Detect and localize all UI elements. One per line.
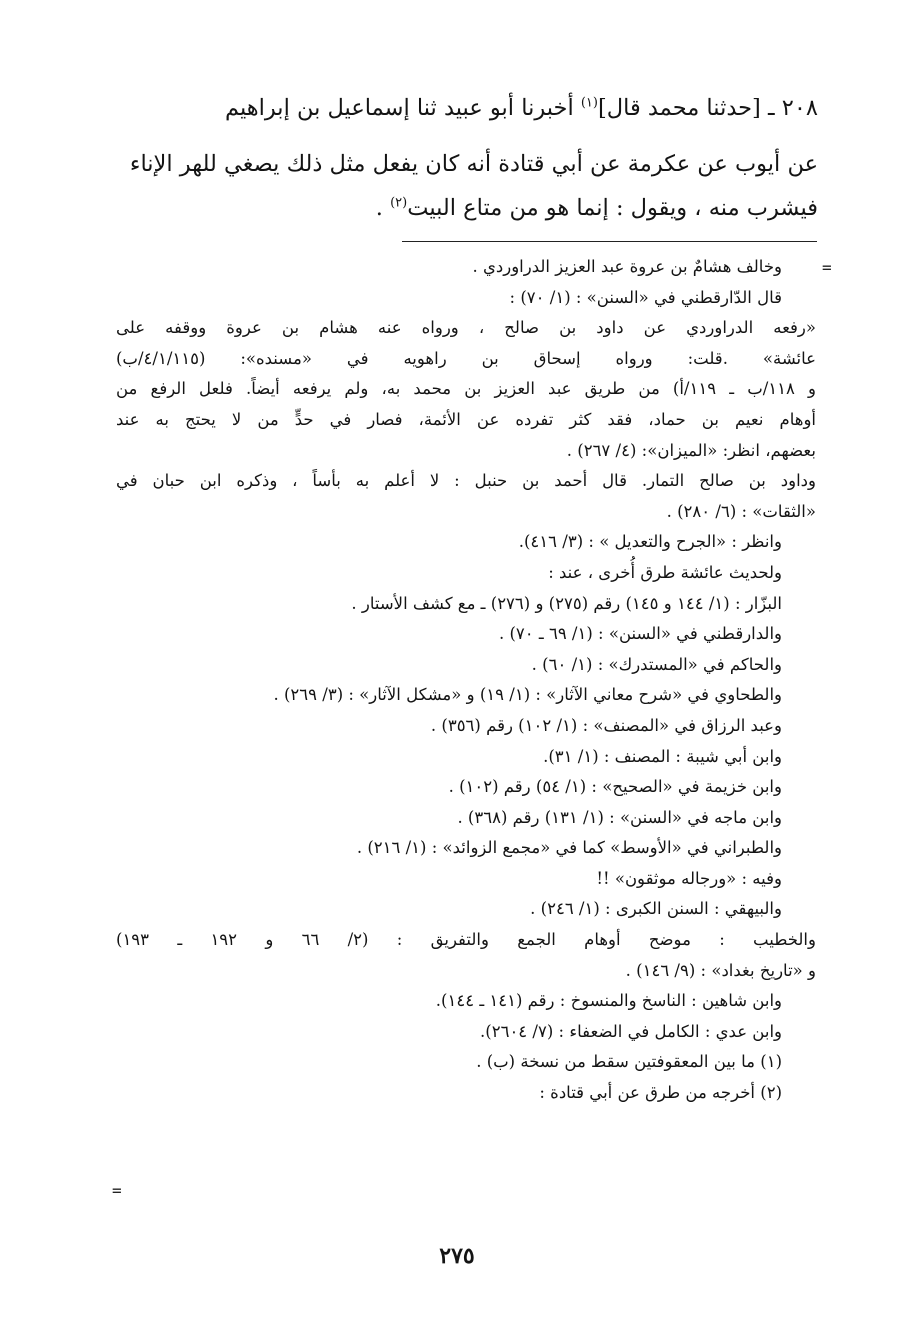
footnote-ref-2: (٢) (390, 195, 408, 211)
main-text-segment: . (375, 195, 391, 221)
footnote-line: والدارقطني في «السنن» : (١/ ٦٩ ـ ٧٠) . (498, 624, 782, 644)
footnote-line: بعضهم، انظر: «الميزان»: (٤/ ٢٦٧) . (566, 440, 816, 460)
footnote-line: عائشة» .قلت: ورواه إسحاق بن راهويه في «مسنده»: (٤/١/١١٥/ب) (116, 348, 816, 368)
footnote-line: وابن خزيمة في «الصحيح» : (١/ ٥٤) رقم (١٠٢) . (448, 777, 782, 797)
footnote-line: أوهام نعيم بن حماد، فقد كثر تفرده عن الأئمة، فصار في حدٍّ من لا يحتج به عند (116, 409, 816, 429)
footnote-line: و ١١٨/ب ـ ١١٩/أ) من طريق عبد العزيز بن محمد به، ولم يرفعه أيضاً. فلعل الرفع من (116, 379, 816, 399)
footnote-line: والبيهقي : السنن الكبرى : (١/ ٢٤٦) . (530, 899, 782, 919)
footnote-line: وعبد الرزاق في «المصنف» : (١/ ١٠٢) رقم (٣٥٦) . (430, 715, 782, 735)
footnote-ref-1: (١) (580, 95, 598, 111)
footnote-line: «الثقات» : (٦/ ٢٨٠) . (666, 501, 816, 521)
footnote-line: والطبراني في «الأوسط» كما في «مجمع الزوائد» : (١/ ٢١٦) . (356, 838, 782, 858)
footnote-line: وابن شاهين : الناسخ والمنسوخ : رقم (١٤١ ـ ١٤٤). (435, 991, 782, 1011)
footnote-line: والطحاوي في «شرح معاني الآثار» : (١/ ١٩) و «مشكل الآثار» : (٣/ ٢٦٩) . (273, 685, 782, 705)
main-text-segment: أخبرنا أبو عبيد ثنا إسماعيل بن إبراهيم (225, 95, 581, 121)
footnote-line: والخطيب : موضح أوهام الجمع والتفريق : (٢/ ٦٦ و ١٩٢ ـ ١٩٣) (116, 930, 816, 950)
footnote-line: (١) ما بين المعقوفتين سقط من نسخة (ب) . (476, 1052, 782, 1072)
footnote-line: وابن أبي شيبة : المصنف : (١/ ٣١). (543, 746, 782, 766)
footnote-line: البزّار : (١/ ١٤٤ و ١٤٥) رقم (٢٧٥) و (٢٧٦) ـ مع كشف الأستار . (351, 593, 782, 613)
footnote-line: «رفعه الدراوردي عن داود بن صالح ، ورواه عنه هشام بن عروة ووقفه على (116, 318, 816, 338)
footnote-line: وداود بن صالح التمار. قال أحمد بن حنبل : لا أعلم به بأساً ، وذكره ابن حبان في (116, 471, 816, 491)
main-text-line-2: عن أيوب عن عكرمة عن أبي قتادة أنه كان يفعل مثل ذلك يصغي للهر الإناء (129, 151, 818, 177)
main-text-line-1 (98, 82, 818, 134)
continuation-marker-top: = (822, 258, 832, 277)
main-text-block (98, 82, 818, 234)
footnote-line: والحاكم في «المستدرك» : (١/ ٦٠) . (531, 654, 782, 674)
footnote-line: وانظر : «الجرح والتعديل » : (٣/ ٤١٦). (518, 532, 782, 552)
footnotes-block (116, 252, 816, 1109)
footnote-separator (402, 241, 817, 242)
footnote-line: وخالف هشامٌ بن عروة عبد العزيز الدراوردي . (472, 257, 782, 276)
footnote-line: (٢) أخرجه من طرق عن أبي قتادة : (539, 1083, 782, 1103)
footnote-line: و «تاريخ بغداد» : (٩/ ١٤٦) . (625, 960, 816, 980)
footnote-line: وفيه : «ورجاله موثقون» !! (596, 868, 782, 888)
main-text-segment: فيشرب منه ، ويقول : إنما هو من متاع البيت (407, 195, 818, 221)
continuation-marker-bottom: = (112, 1181, 122, 1200)
page-number: ٢٧٥ (439, 1243, 475, 1269)
footnote-line: قال الدّارقطني في «السنن» : (١/ ٧٠) : (509, 287, 782, 307)
footnote-line: ولحديث عائشة طرق أُخرى ، عند : (548, 562, 782, 582)
footnote-line: وابن ماجه في «السنن» : (١/ ١٣١) رقم (٣٦٨) . (457, 807, 782, 827)
main-text-segment: ٢٠٨ ـ [حدثنا محمد قال] (597, 95, 818, 121)
footnote-line: وابن عدي : الكامل في الضعفاء : (٧/ ٢٦٠٤). (480, 1021, 782, 1041)
